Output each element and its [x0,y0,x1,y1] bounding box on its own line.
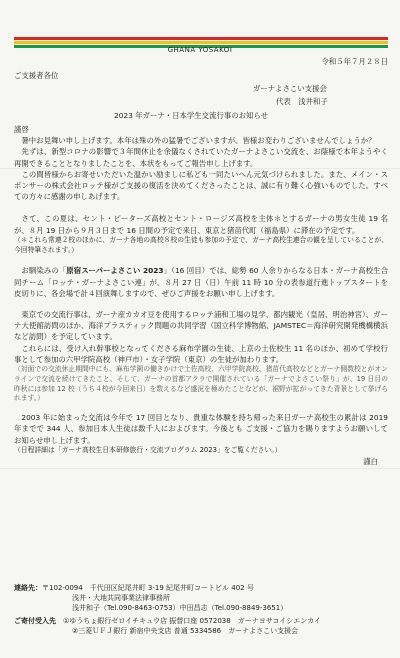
salutation: 謹啓 [14,125,29,134]
note-background: （対面での交流休止期間中にも、麻布学園の働きかけで土佐高校、六甲学院高校、猪苗代高校などとガーナ側数校とがオンラインで交流を続けてきたこと、そして、ガーナの首都アクラで開催されている「ガーナでよさこい祭り」が、19 日目の昨秋には参加 12 校（うち４校が今回来日）を数えるなど盛況を極めたことなどが、裾野が拡がってきた背景として挙げられます。） [14,365,388,403]
red-stripe [14,37,388,40]
paragraph-resumption: 先ずは、新型コロナの影響で３年間休止を余儀なくされていたガーナよさこい交流を、お蔭様で本年ようやく再開できることとなりましたことを、本状をもってご報告申し上げます。 [14,147,388,168]
donation-label: ご寄付受入先 [14,617,56,625]
paragraph-visit: さて、この夏は、セント・ピーターズ高校とセント・ロージズ高校を主体＊とするガーナの男女生徒 19 名が、８月 19 日から９月３日まで 16 日間の予定で来日、東京と猪苗代町（福島県）に滞在の予定です。 [14,214,388,235]
contact-office: 浅井・大地共同事業法律事務所 [72,594,170,602]
contact-address: 〒102-0094 千代田区紀尾井町 3-19 紀尾井町コートビル 402 号 [42,584,254,592]
contact-block [14,583,287,613]
closing: 謹白 [363,456,378,466]
logo-text: GHANA YOSAKOI [167,46,233,54]
note-schools: （＊これら常連２校のほかに、ガーナ各地の高校８校の生徒も参加の予定で、ガーナ高校生連合の観を呈していることが、今回特筆されます。） [14,235,388,254]
contact-phones: 浅井和子（Tel.090-8463-0753）中田昌志（Tel.090-8849-3651） [72,604,288,612]
addressee: ご支援者各位 [14,71,59,80]
donation-block [14,616,321,636]
sender-org: ガーナよさこい支援会 [253,84,327,93]
paper-fold [0,468,400,469]
letter-date: 令和５年７月２８日 [321,57,388,66]
paragraph-participants: これらには、受け入れ幹事校となってくださる麻布学園の生徒、上京の土佐校生 11 名のほか、初めて学校行事として参加の六甲学院高校（神戸市）・女子学院（東京）の生徒が加わります。 [14,343,388,364]
paragraph-history: 2003 年に始まった交流は今年で 17 回目となり、貴重な体験を持ち帰った来日ガーナ高校生の累計は 2019 年までで 344 人、参加日本人生徒は数千人におよびます。今後とも ご支援・ご協力を賜りますようお願いしてお知らせ申し上げます。 [14,413,388,445]
paragraph-tokyo-events: 東京での交流行事は、ガーナ産カカオ豆を使用するロッテ浦和工場の見学、都内観光（皇居、明治神宮）、ガーナ大使館訪問のほか、海洋プラスティック問題の共同学習（国立科学博物館、JAMSTEC＝海洋研究開発機構横浜など訪問）を予定しています。 [14,310,388,342]
contact-label: 連絡先： [14,584,42,592]
paragraph-greeting: 暑中お見舞い申し上げます。本年は殊の外の猛暑でございますが、皆様お変わりございませんでしょうか？ [21,136,376,146]
paragraph-thanks: この間皆様からお寄せいただいた温かい励ましに私ども一同たいへん元気づけられました。また、メイン・スポンサーの株式会社ロッテ様がご支援の復活を決めてくださったことは、誠に有り難く心強いものでした。すべての方々に感謝の申しあげます。 [14,169,388,202]
event-name: 原宿スーパーよさこい 2023 [66,266,164,276]
donation-postal: ①ゆうちょ銀行ゼロイチキュウ店 振替口座 0572038 ガーナヨサコイシエンカイ [63,617,321,625]
note-schedule: （日程詳細は「ガーナ高校生日本研修旅行・交流プログラム 2023」をご覧ください。） [14,445,282,454]
donation-bank: ②三菱ＵＦＪ銀行 新宿中央支店 普通 5334586 ガーナよさこい支援会 [72,627,299,635]
letter-body [14,124,388,467]
letter-title: 2023 年ガーナ・日本学生交流行事のお知らせ [114,111,268,120]
sender-representative: 代表 浅井和子 [276,97,328,106]
paragraph-harajuku: お馴染みの「原宿スーパーよさこい 2023」（16 回目）では、総勢 60 人余りからなる日本・ガーナ高校生合同チーム「ロッテ・ガーナよさこい連」が、８月 27 日（日）午前 11 時 10 分の表参道行進トップスタートを皮切りに、各会場で計４回演舞しますので、ぜひご声援をお願い申し上げます。 [14,266,388,298]
yellow-stripe [14,41,388,44]
